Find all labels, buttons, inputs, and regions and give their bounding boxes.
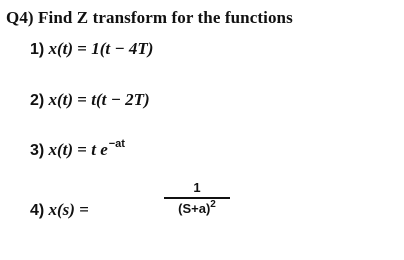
exponent: −at xyxy=(108,138,125,150)
problem-2 xyxy=(30,90,150,110)
problem-number: 4) xyxy=(30,202,45,219)
problem-4 xyxy=(30,200,89,220)
problem-number: 3) xyxy=(30,142,45,159)
problem-lhs: x(t) xyxy=(48,90,74,109)
equals-sign: = xyxy=(79,200,89,219)
problem-lhs: x(t) xyxy=(48,39,74,58)
problem-number: 1) xyxy=(30,41,45,58)
fraction xyxy=(160,180,234,219)
fraction-bar xyxy=(164,197,230,199)
problem-number: 2) xyxy=(30,92,45,109)
denominator-base: (S+a) xyxy=(178,200,211,216)
problem-1 xyxy=(30,39,153,59)
question-title: Q4) Find Z transform for the functions xyxy=(6,8,293,27)
problem-lhs: x(t) xyxy=(48,140,74,159)
problem-rhs: t e xyxy=(91,140,108,159)
equals-sign: = xyxy=(77,39,87,58)
problem-rhs: 1(t − 4T) xyxy=(91,39,154,58)
problem-3 xyxy=(30,140,125,160)
problem-lhs: x(s) xyxy=(48,200,75,219)
denominator-power: 2 xyxy=(210,198,216,210)
equals-sign: = xyxy=(77,90,87,109)
equals-sign: = xyxy=(77,140,87,159)
problem-rhs: t(t − 2T) xyxy=(91,90,150,109)
fraction-denominator xyxy=(160,198,234,219)
fraction-numerator: 1 xyxy=(193,180,201,195)
